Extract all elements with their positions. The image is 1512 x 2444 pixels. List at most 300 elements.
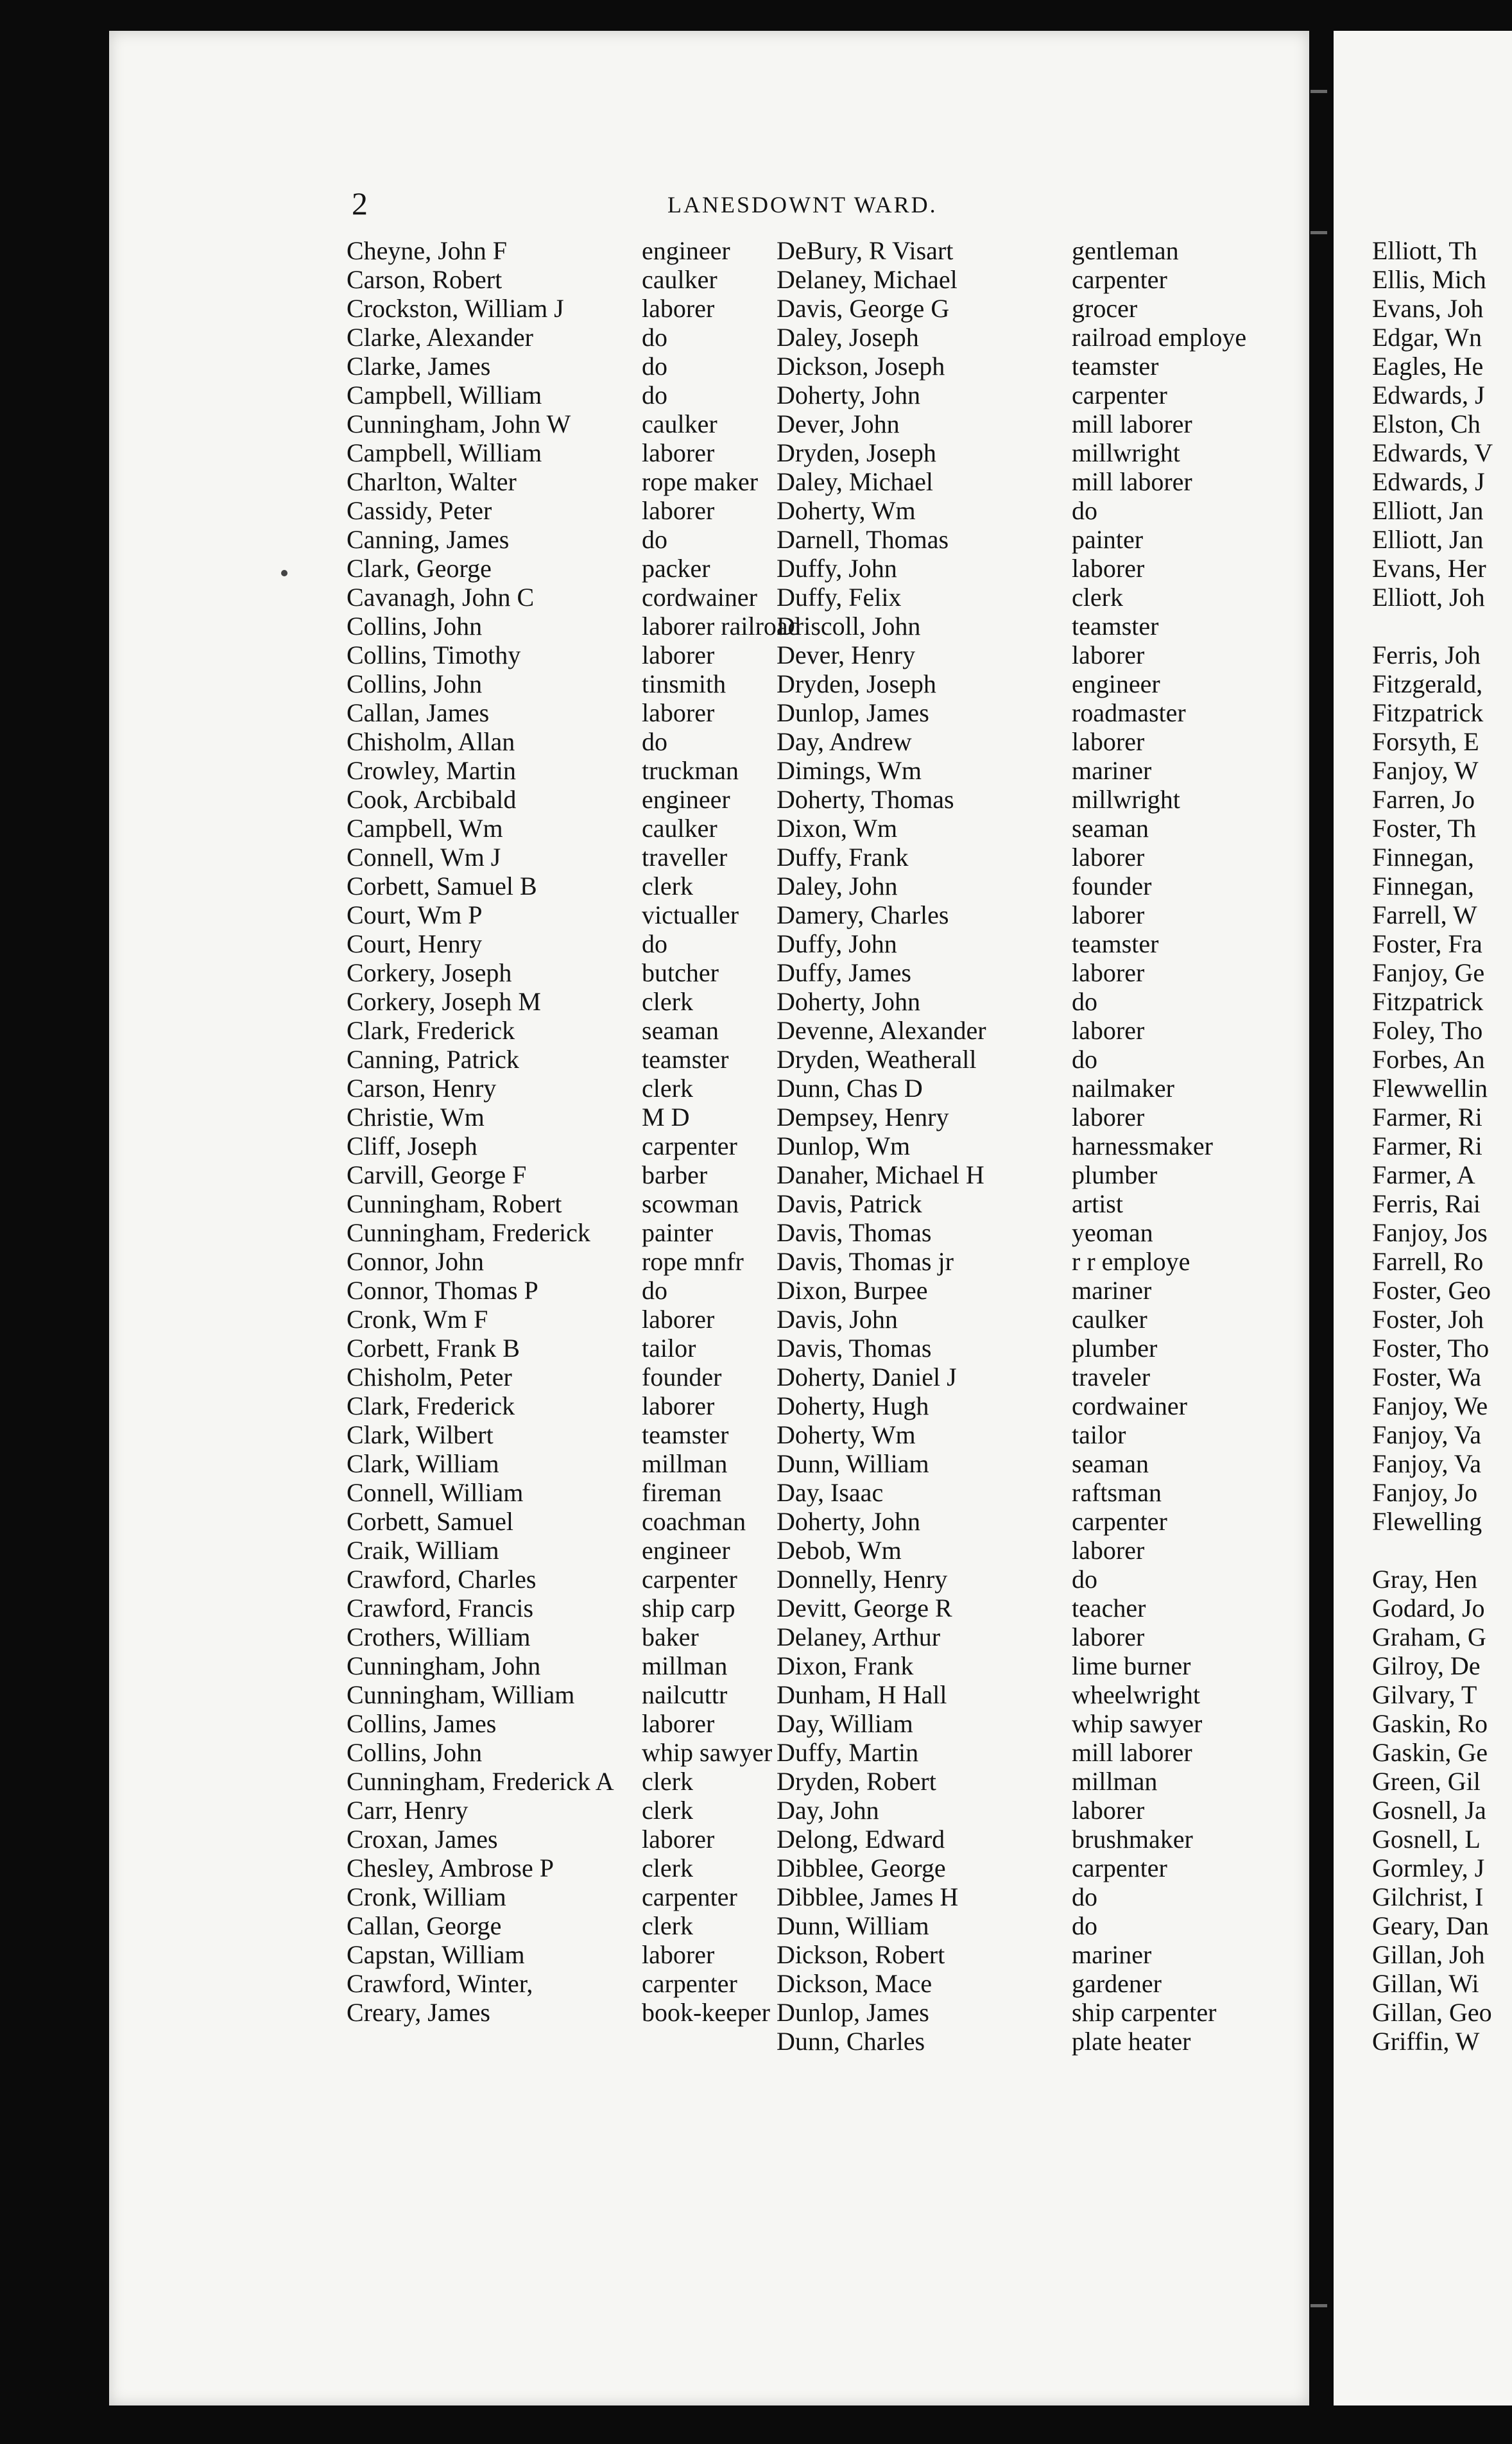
directory-entry — [777, 1160, 1246, 1189]
occupation: carpenter — [642, 1565, 737, 1594]
resident-name: Duffy, James — [777, 958, 911, 987]
directory-entry — [777, 1565, 1246, 1594]
occupation: carpenter — [642, 1882, 737, 1911]
resident-name: Dever, John — [777, 409, 900, 438]
occupation: wheelwright — [1072, 1680, 1200, 1709]
resident-name: Crawford, Winter, — [347, 1969, 533, 1998]
facing-page-entry: Fanjoy, We — [1372, 1391, 1488, 1420]
directory-entry — [347, 1796, 801, 1825]
occupation: clerk — [642, 1796, 693, 1825]
facing-page-entry: Evans, Her — [1372, 554, 1486, 583]
facing-page-entry: Farren, Jo — [1372, 785, 1475, 814]
occupation: engineer — [642, 236, 730, 265]
facing-page-entry: Fanjoy, Jo — [1372, 1478, 1478, 1507]
directory-entry — [347, 496, 801, 525]
resident-name: Duffy, Felix — [777, 583, 902, 612]
resident-name: Collins, John — [347, 1738, 483, 1767]
directory-entry — [777, 1218, 1246, 1247]
occupation: fireman — [642, 1478, 722, 1507]
occupation: teamster — [1072, 612, 1159, 641]
occupation: caulker — [1072, 1305, 1147, 1334]
directory-entry — [777, 1074, 1246, 1103]
facing-page-entry: Foster, Fra — [1372, 929, 1482, 958]
facing-page-entry: Elliott, Th — [1372, 236, 1477, 265]
facing-page-entry: Ferris, Rai — [1372, 1189, 1481, 1218]
occupation: laborer — [1072, 1103, 1145, 1132]
resident-name: DeBury, R Visart — [777, 236, 954, 265]
directory-entry — [777, 698, 1246, 727]
occupation: teamster — [1072, 929, 1159, 958]
directory-entry — [347, 1651, 801, 1680]
resident-name: Crothers, William — [347, 1622, 531, 1651]
occupation: tailor — [1072, 1420, 1126, 1449]
directory-entry — [347, 612, 801, 641]
directory-entry — [347, 1449, 801, 1478]
resident-name: Duffy, Martin — [777, 1738, 919, 1767]
directory-entry — [777, 2027, 1246, 2056]
occupation: tailor — [642, 1334, 696, 1363]
occupation: yeoman — [1072, 1218, 1153, 1247]
facing-page-entry: Gray, Hen — [1372, 1565, 1478, 1594]
directory-entry — [347, 1189, 801, 1218]
directory-entry — [347, 1132, 801, 1160]
occupation: laborer — [642, 294, 715, 323]
occupation: do — [642, 525, 667, 554]
resident-name: Doherty, Thomas — [777, 785, 954, 814]
directory-entry — [777, 438, 1246, 467]
occupation: laborer railroad — [642, 612, 801, 641]
facing-page-entry: Foster, Geo — [1372, 1276, 1491, 1305]
directory-entry — [777, 1247, 1246, 1276]
directory-entry — [777, 1103, 1246, 1132]
facing-page-entry: Eagles, He — [1372, 352, 1484, 381]
resident-name: Clark, Frederick — [347, 1016, 515, 1045]
occupation: laborer — [642, 1305, 715, 1334]
directory-entry — [777, 1738, 1246, 1767]
resident-name: Dempsey, Henry — [777, 1103, 949, 1132]
resident-name: Chisholm, Peter — [347, 1363, 512, 1391]
occupation: gentleman — [1072, 236, 1179, 265]
directory-entry — [347, 727, 801, 756]
resident-name: Dunn, William — [777, 1911, 929, 1940]
facing-page-entry: Ferris, Joh — [1372, 641, 1481, 669]
occupation: barber — [642, 1160, 708, 1189]
section-gap — [1372, 1536, 1512, 1565]
occupation: coachman — [642, 1507, 746, 1536]
occupation: laborer — [1072, 554, 1145, 583]
directory-entry — [777, 352, 1246, 381]
resident-name: Canning, Patrick — [347, 1045, 519, 1074]
directory-entry — [777, 1045, 1246, 1074]
facing-page-entry: Fanjoy, W — [1372, 756, 1479, 785]
resident-name: Driscoll, John — [777, 612, 921, 641]
occupation: engineer — [642, 785, 730, 814]
directory-entry — [777, 554, 1246, 583]
occupation: founder — [1072, 872, 1152, 900]
occupation: millwright — [1072, 438, 1180, 467]
occupation: cordwainer — [642, 583, 757, 612]
resident-name: Duffy, John — [777, 554, 897, 583]
resident-name: Christie, Wm — [347, 1103, 485, 1132]
gutter-mark — [1310, 90, 1327, 93]
directory-entry — [777, 1882, 1246, 1911]
directory-entry — [347, 323, 801, 352]
resident-name: Davis, Thomas — [777, 1334, 932, 1363]
directory-entry — [347, 1363, 801, 1391]
facing-page-entry: Fitzpatrick — [1372, 698, 1484, 727]
directory-entry — [347, 1622, 801, 1651]
directory-entry — [777, 1911, 1246, 1940]
occupation: butcher — [642, 958, 719, 987]
directory-entry — [347, 1680, 801, 1709]
resident-name: Doherty, Wm — [777, 1420, 916, 1449]
occupation: laborer — [642, 641, 715, 669]
occupation: clerk — [642, 987, 693, 1016]
resident-name: Crawford, Francis — [347, 1594, 534, 1622]
resident-name: Cunningham, Robert — [347, 1189, 562, 1218]
occupation: laborer — [642, 1940, 715, 1969]
directory-entry — [347, 1276, 801, 1305]
occupation: laborer — [1072, 1016, 1145, 1045]
occupation: cordwainer — [1072, 1391, 1187, 1420]
resident-name: Campbell, William — [347, 438, 542, 467]
directory-entry — [347, 1334, 801, 1363]
resident-name: Davis, Thomas jr — [777, 1247, 954, 1276]
facing-page-entry: Elliott, Joh — [1372, 583, 1485, 612]
resident-name: Duffy, Frank — [777, 843, 909, 872]
resident-name: Cronk, Wm F — [347, 1305, 488, 1334]
facing-page-entry: Gaskin, Ge — [1372, 1738, 1488, 1767]
occupation: millwright — [1072, 785, 1180, 814]
facing-page-entry: Godard, Jo — [1372, 1594, 1485, 1622]
facing-page-entry: Edgar, Wn — [1372, 323, 1482, 352]
ward-title: LANESDOWNT WARD. — [667, 192, 938, 218]
facing-page-entry: Finnegan, — [1372, 843, 1474, 872]
ink-speck — [281, 570, 288, 576]
occupation: packer — [642, 554, 710, 583]
directory-entry — [777, 1709, 1246, 1738]
resident-name: Devitt, George R — [777, 1594, 952, 1622]
resident-name: Corkery, Joseph M — [347, 987, 541, 1016]
directory-entry — [777, 1767, 1246, 1796]
directory-entry — [347, 929, 801, 958]
occupation: tinsmith — [642, 669, 726, 698]
resident-name: Delaney, Michael — [777, 265, 958, 294]
occupation: caulker — [642, 814, 717, 843]
directory-entry — [347, 1594, 801, 1622]
directory-entry — [347, 1420, 801, 1449]
facing-page-entry: Farmer, A — [1372, 1160, 1475, 1189]
directory-entry — [777, 669, 1246, 698]
resident-name: Dibblee, James H — [777, 1882, 959, 1911]
directory-entry — [347, 987, 801, 1016]
facing-page-entry: Geary, Dan — [1372, 1911, 1489, 1940]
occupation: rope mnfr — [642, 1247, 744, 1276]
occupation: painter — [1072, 525, 1144, 554]
facing-page-entry: Fitzpatrick — [1372, 987, 1484, 1016]
resident-name: Clark, Frederick — [347, 1391, 515, 1420]
directory-entry — [347, 1911, 801, 1940]
resident-name: Clarke, Alexander — [347, 323, 533, 352]
directory-entry — [777, 1189, 1246, 1218]
resident-name: Callan, George — [347, 1911, 502, 1940]
occupation: M D — [642, 1103, 690, 1132]
directory-entry — [347, 1854, 801, 1882]
middle-column — [777, 236, 1246, 2056]
occupation: grocer — [1072, 294, 1138, 323]
directory-entry — [347, 1767, 801, 1796]
directory-page — [109, 31, 1309, 2405]
directory-entry — [777, 727, 1246, 756]
directory-entry — [777, 467, 1246, 496]
directory-entry — [347, 900, 801, 929]
directory-entry — [347, 872, 801, 900]
resident-name: Dixon, Frank — [777, 1651, 914, 1680]
directory-entry — [347, 554, 801, 583]
resident-name: Cunningham, Frederick A — [347, 1767, 614, 1796]
facing-page-entry: Fanjoy, Va — [1372, 1420, 1481, 1449]
resident-name: Daley, Joseph — [777, 323, 919, 352]
occupation: laborer — [642, 1825, 715, 1854]
directory-entry — [777, 612, 1246, 641]
occupation: rope maker — [642, 467, 759, 496]
resident-name: Cronk, William — [347, 1882, 506, 1911]
resident-name: Delong, Edward — [777, 1825, 945, 1854]
occupation: carpenter — [1072, 381, 1167, 409]
resident-name: Crowley, Martin — [347, 756, 517, 785]
facing-page-entry: Gosnell, Ja — [1372, 1796, 1486, 1825]
right-column — [1372, 236, 1512, 2056]
facing-page-entry: Griffin, W — [1372, 2027, 1480, 2056]
section-gap — [1372, 612, 1512, 641]
occupation: mariner — [1072, 1276, 1152, 1305]
directory-entry — [777, 1536, 1246, 1565]
occupation: teamster — [642, 1045, 729, 1074]
facing-page-entry: Foster, Th — [1372, 814, 1477, 843]
occupation: engineer — [1072, 669, 1160, 698]
facing-page-entry: Foster, Joh — [1372, 1305, 1484, 1334]
facing-page-entry: Gillan, Geo — [1372, 1998, 1492, 2027]
directory-entry — [777, 958, 1246, 987]
directory-entry — [347, 698, 801, 727]
resident-name: Corbett, Frank B — [347, 1334, 520, 1363]
occupation: plumber — [1072, 1160, 1158, 1189]
occupation: ship carpenter — [1072, 1998, 1217, 2027]
resident-name: Day, John — [777, 1796, 879, 1825]
occupation: laborer — [1072, 900, 1145, 929]
resident-name: Carvill, George F — [347, 1160, 527, 1189]
resident-name: Campbell, Wm — [347, 814, 503, 843]
facing-page-entry: Farmer, Ri — [1372, 1132, 1482, 1160]
occupation: clerk — [642, 1854, 693, 1882]
directory-entry — [777, 1651, 1246, 1680]
occupation: do — [642, 381, 667, 409]
resident-name: Damery, Charles — [777, 900, 949, 929]
occupation: laborer — [1072, 727, 1145, 756]
occupation: baker — [642, 1622, 699, 1651]
occupation: mill laborer — [1072, 1738, 1192, 1767]
resident-name: Doherty, John — [777, 987, 921, 1016]
gutter-mark — [1310, 231, 1327, 234]
occupation: traveler — [1072, 1363, 1151, 1391]
occupation: laborer — [1072, 1622, 1145, 1651]
resident-name: Dixon, Burpee — [777, 1276, 928, 1305]
directory-entry — [777, 929, 1246, 958]
directory-entry — [777, 1449, 1246, 1478]
resident-name: Corbett, Samuel — [347, 1507, 513, 1536]
directory-entry — [777, 1391, 1246, 1420]
occupation: nailmaker — [1072, 1074, 1174, 1103]
directory-entry — [777, 525, 1246, 554]
directory-entry — [777, 323, 1246, 352]
directory-entry — [347, 1998, 801, 2027]
directory-entry — [347, 1103, 801, 1132]
occupation: clerk — [642, 1911, 693, 1940]
resident-name: Carson, Robert — [347, 265, 503, 294]
resident-name: Dickson, Robert — [777, 1940, 945, 1969]
resident-name: Dunlop, James — [777, 698, 929, 727]
directory-entry — [347, 1507, 801, 1536]
occupation: teacher — [1072, 1594, 1146, 1622]
occupation: clerk — [642, 1074, 693, 1103]
page-header — [109, 185, 1309, 236]
resident-name: Doherty, Wm — [777, 496, 916, 525]
occupation: laborer — [1072, 1796, 1145, 1825]
resident-name: Donnelly, Henry — [777, 1565, 948, 1594]
facing-page-entry: Farmer, Ri — [1372, 1103, 1482, 1132]
directory-entry — [777, 641, 1246, 669]
occupation: painter — [642, 1218, 714, 1247]
occupation: carpenter — [1072, 1507, 1167, 1536]
facing-page-entry: Forsyth, E — [1372, 727, 1479, 756]
directory-entry — [347, 1536, 801, 1565]
occupation: plumber — [1072, 1334, 1158, 1363]
directory-entry — [777, 1016, 1246, 1045]
directory-entry — [347, 1016, 801, 1045]
occupation: clerk — [642, 872, 693, 900]
directory-entry — [777, 1594, 1246, 1622]
facing-page-entry: Graham, G — [1372, 1622, 1486, 1651]
directory-entry — [347, 467, 801, 496]
occupation: millman — [642, 1651, 728, 1680]
resident-name: Campbell, William — [347, 381, 542, 409]
facing-page-entry: Fanjoy, Ge — [1372, 958, 1485, 987]
facing-page — [1334, 31, 1512, 2405]
occupation: do — [642, 727, 667, 756]
occupation: millman — [1072, 1767, 1158, 1796]
resident-name: Cook, Arcbibald — [347, 785, 517, 814]
resident-name: Dunn, William — [777, 1449, 929, 1478]
resident-name: Carr, Henry — [347, 1796, 468, 1825]
directory-entry — [347, 265, 801, 294]
resident-name: Corbett, Samuel B — [347, 872, 537, 900]
facing-page-entry: Fitzgerald, — [1372, 669, 1483, 698]
occupation: book-keeper — [642, 1998, 770, 2027]
resident-name: Doherty, John — [777, 381, 921, 409]
resident-name: Dickson, Joseph — [777, 352, 945, 381]
occupation: laborer — [1072, 843, 1145, 872]
resident-name: Doherty, Hugh — [777, 1391, 929, 1420]
directory-entry — [777, 381, 1246, 409]
occupation: do — [1072, 1882, 1097, 1911]
directory-entry — [347, 1391, 801, 1420]
resident-name: Cheyne, John F — [347, 236, 507, 265]
directory-entry — [347, 525, 801, 554]
facing-page-entry: Forbes, An — [1372, 1045, 1485, 1074]
occupation: victualler — [642, 900, 739, 929]
resident-name: Cunningham, William — [347, 1680, 575, 1709]
occupation: artist — [1072, 1189, 1123, 1218]
facing-page-entry: Foley, Tho — [1372, 1016, 1483, 1045]
occupation: carpenter — [642, 1132, 737, 1160]
resident-name: Dever, Henry — [777, 641, 916, 669]
resident-name: Chisholm, Allan — [347, 727, 515, 756]
occupation: scowman — [642, 1189, 739, 1218]
occupation: seaman — [642, 1016, 719, 1045]
facing-page-entry: Foster, Tho — [1372, 1334, 1490, 1363]
occupation: railroad employe — [1072, 323, 1247, 352]
resident-name: Dryden, Joseph — [777, 669, 936, 698]
occupation: do — [1072, 1045, 1097, 1074]
resident-name: Connor, John — [347, 1247, 484, 1276]
directory-entry — [347, 352, 801, 381]
resident-name: Cliff, Joseph — [347, 1132, 477, 1160]
facing-page-entry: Elliott, Jan — [1372, 525, 1484, 554]
facing-page-entry: Fanjoy, Va — [1372, 1449, 1481, 1478]
occupation: teamster — [1072, 352, 1159, 381]
facing-page-entry: Elliott, Jan — [1372, 496, 1484, 525]
directory-entry — [347, 1074, 801, 1103]
resident-name: Dunlop, James — [777, 1998, 929, 2027]
resident-name: Dunn, Charles — [777, 2027, 925, 2056]
directory-entry — [777, 1796, 1246, 1825]
resident-name: Day, Andrew — [777, 727, 912, 756]
directory-entry — [347, 641, 801, 669]
facing-page-entry: Fanjoy, Jos — [1372, 1218, 1488, 1247]
directory-entry — [777, 1969, 1246, 1998]
directory-entry — [347, 756, 801, 785]
resident-name: Carson, Henry — [347, 1074, 497, 1103]
directory-entry — [347, 1218, 801, 1247]
occupation: do — [642, 323, 667, 352]
binding-gutter — [1309, 0, 1334, 2444]
directory-entry — [777, 1622, 1246, 1651]
resident-name: Duffy, John — [777, 929, 897, 958]
directory-entry — [347, 1825, 801, 1854]
resident-name: Crockston, William J — [347, 294, 564, 323]
directory-entry — [777, 1680, 1246, 1709]
directory-entry — [347, 1738, 801, 1767]
occupation: do — [642, 352, 667, 381]
directory-entry — [347, 1247, 801, 1276]
gutter-mark — [1310, 2304, 1327, 2307]
directory-entry — [777, 756, 1246, 785]
facing-page-entry: Gosnell, L — [1372, 1825, 1481, 1854]
resident-name: Collins, John — [347, 669, 483, 698]
facing-page-entry: Farrell, W — [1372, 900, 1477, 929]
occupation: caulker — [642, 265, 717, 294]
resident-name: Doherty, John — [777, 1507, 921, 1536]
directory-entry — [777, 1132, 1246, 1160]
resident-name: Clark, George — [347, 554, 492, 583]
resident-name: Corkery, Joseph — [347, 958, 512, 987]
occupation: ship carp — [642, 1594, 735, 1622]
directory-entry — [347, 1969, 801, 1998]
directory-entry — [347, 1882, 801, 1911]
facing-page-entry: Gaskin, Ro — [1372, 1709, 1488, 1738]
resident-name: Danaher, Michael H — [777, 1160, 984, 1189]
resident-name: Clark, Wilbert — [347, 1420, 494, 1449]
